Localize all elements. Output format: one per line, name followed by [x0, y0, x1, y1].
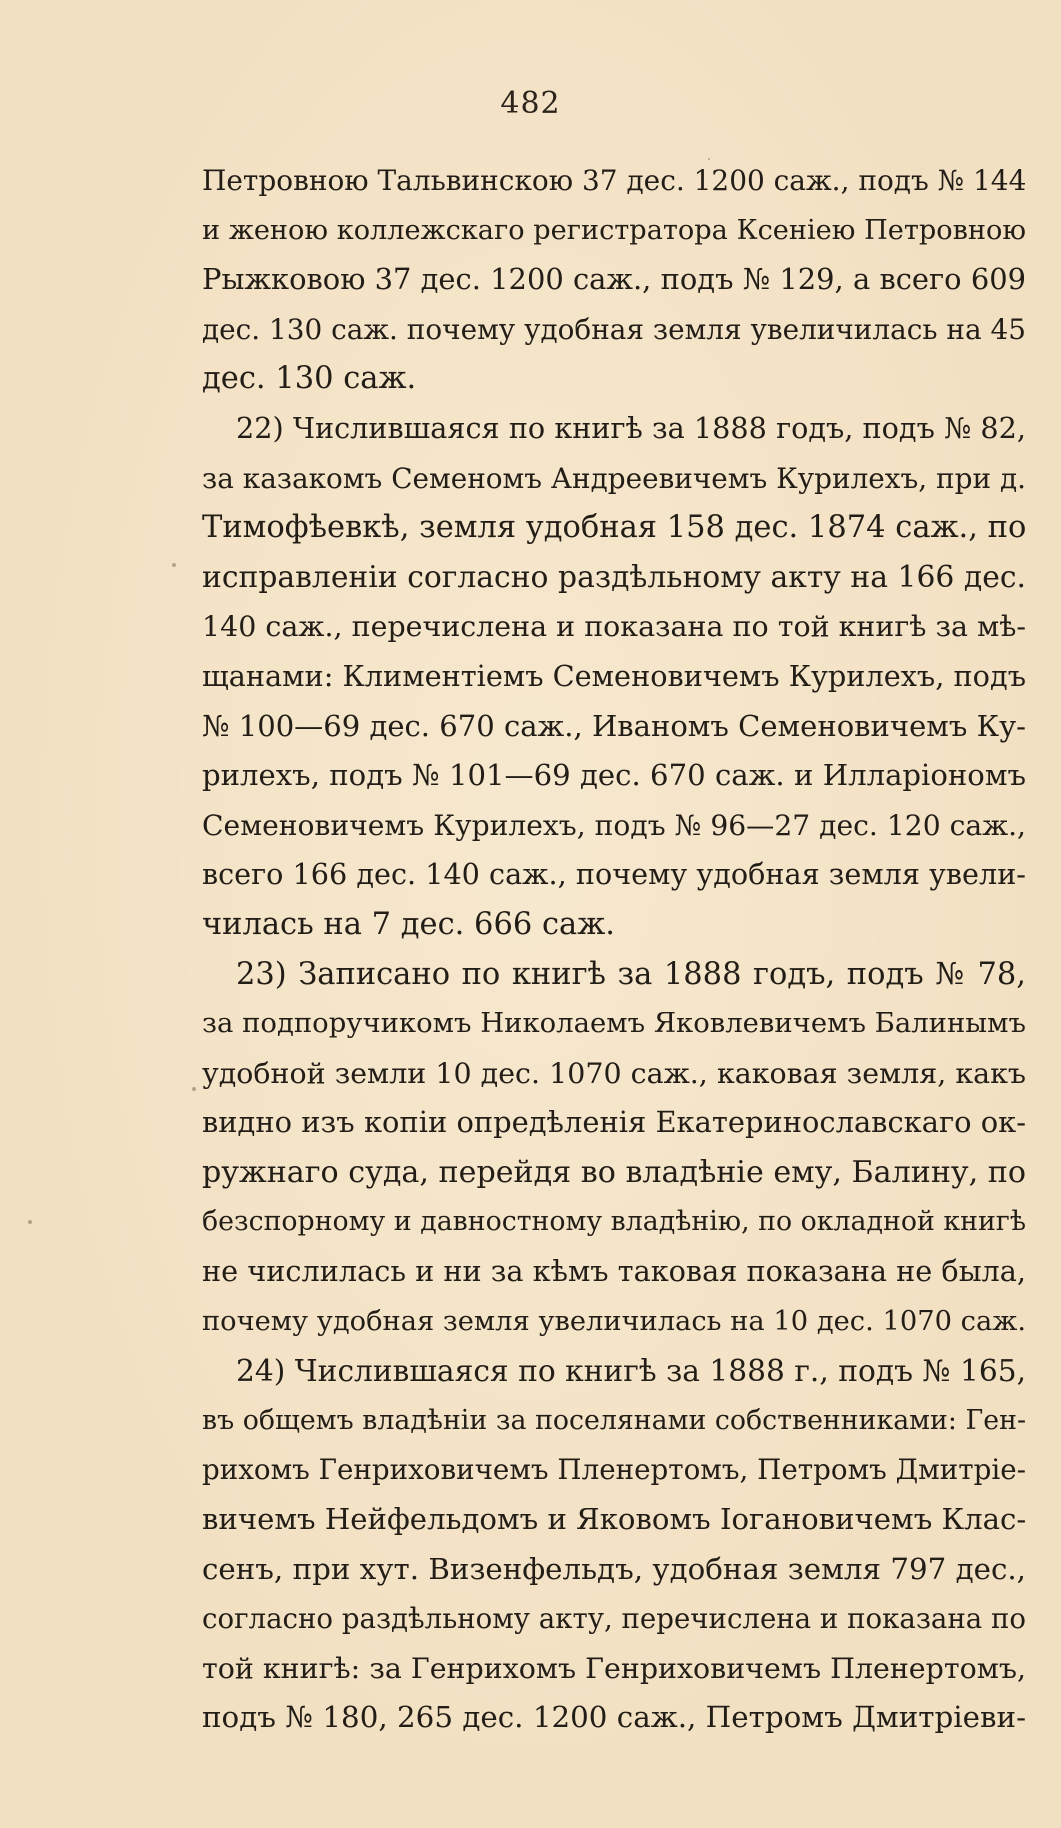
text-line: Семеновичемъ Курилехъ, подъ № 96—27 дес. 120 саж.,	[202, 808, 1026, 842]
text-line: той книгѣ: за Генрихомъ Генриховичемъ Пленертомъ,	[202, 1651, 1026, 1685]
text-line: 22) Числившаяся по книгѣ за 1888 годъ, подъ № 82,	[236, 410, 1026, 445]
text-line: дес. 130 саж.	[202, 361, 417, 397]
text-line: всего 166 дес. 140 саж., почему удобная земля увели-	[202, 857, 1026, 892]
paper-speck	[192, 1087, 196, 1091]
body-text	[202, 156, 1026, 1743]
text-line: безспорному и давностному владѣнію, по окладной книгѣ	[202, 1206, 1026, 1238]
text-line: исправленіи согласно раздѣльному акту на 166 дес.	[202, 559, 1026, 595]
text-line: не числилась и ни за кѣмъ таковая показана не была,	[202, 1254, 1026, 1289]
text-line: подъ № 180, 265 дес. 1200 саж., Петромъ Дмитріеви-	[202, 1700, 1026, 1735]
text-line: чилась на 7 дес. 666 саж.	[202, 906, 615, 942]
text-line: ружнаго суда, перейдя во владѣніе ему, Балину, по	[202, 1154, 1026, 1190]
text-line: почему удобная земля увеличилась на 10 дес. 1070 саж.	[202, 1305, 1026, 1337]
text-line: за казакомъ Семеномъ Андреевичемъ Курилехъ, при д.	[202, 461, 1026, 495]
text-line: дес. 130 саж. почему удобная земля увеличилась на 45	[202, 312, 1026, 346]
text-line: Петровною Тальвинскою 37 дес. 1200 саж., подъ № 144	[202, 164, 1026, 197]
text-line: № 100—69 дес. 670 саж., Иваномъ Семеновичемъ Ку-	[202, 708, 1026, 743]
text-line: 24) Числившаяся по книгѣ за 1888 г., подъ № 165,	[236, 1353, 1026, 1389]
text-line: и женою коллежскаго регистратора Ксеніею Петровною	[202, 214, 1026, 246]
text-line: рихомъ Генриховичемъ Пленертомъ, Петромъ Дмитріе-	[202, 1453, 1026, 1487]
page-number: 482	[500, 86, 561, 121]
text-line: удобной земли 10 дес. 1070 саж., каковая земля, какъ	[202, 1056, 1026, 1090]
text-line: въ общемъ владѣніи за поселянами собственниками: Ген-	[202, 1404, 1026, 1436]
text-line: Тимофѣевкѣ, земля удобная 158 дес. 1874 саж., по	[202, 510, 1026, 546]
text-line: вичемъ Нейфельдомъ и Яковомъ Іогановичемъ Клас-	[202, 1502, 1026, 1537]
text-line: за подпоручикомъ Николаемъ Яковлевичемъ Балинымъ	[202, 1008, 1026, 1040]
text-line: щанами: Климентіемъ Семеновичемъ Курилехъ, подъ	[202, 658, 1026, 693]
text-line: рилехъ, подъ № 101—69 дес. 670 саж. и Илларіономъ	[202, 758, 1026, 793]
text-line: согласно раздѣльному акту, перечислена и показана по	[202, 1602, 1026, 1636]
text-line: Рыжковою 37 дес. 1200 саж., подъ № 129, а всего 609	[202, 262, 1026, 297]
paper-speck	[28, 1220, 32, 1224]
text-line: 23) Записано по книгѣ за 1888 годъ, подъ № 78,	[236, 956, 1026, 992]
text-line: видно изъ копіи опредѣленія Екатеринославскаго ок-	[202, 1105, 1026, 1140]
text-line: 140 саж., перечислена и показана по той книгѣ за мѣ-	[202, 610, 1026, 644]
text-line: сенъ, при хут. Визенфельдъ, удобная земля 797 дес.,	[202, 1551, 1026, 1586]
paper-speck	[708, 158, 710, 160]
paper-speck	[172, 563, 176, 567]
